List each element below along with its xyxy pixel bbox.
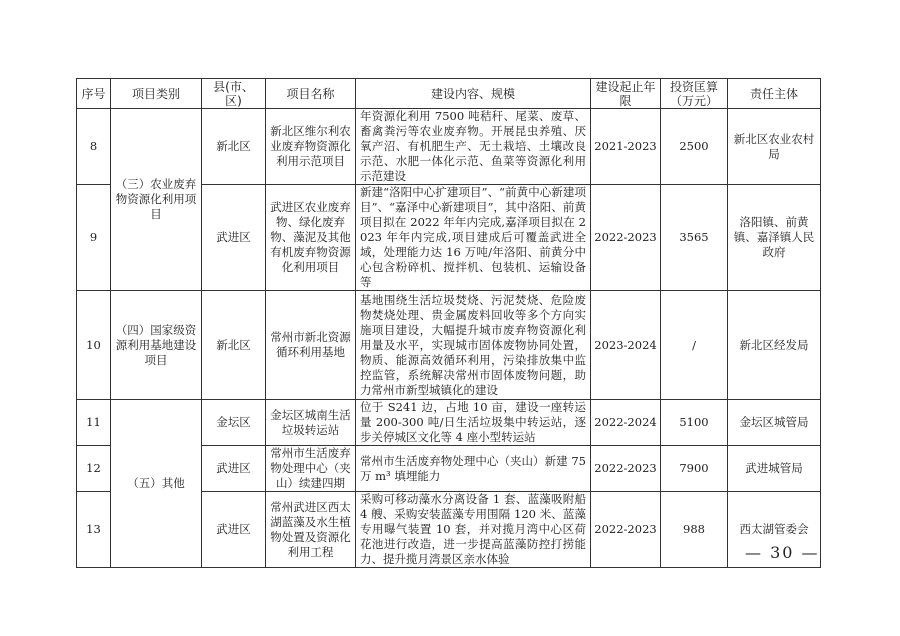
header-county: 县(市、区): [202, 79, 266, 109]
cell-budget: 2500: [661, 109, 728, 185]
cell-content: 基地围绕生活垃圾焚烧、污泥焚烧、危险废物焚烧处理、贵金属废料回收等多个方向实施项目建设，大幅提升城市废弃物资源化利用量及水平，实现城市固体废物协同处置，物质、能源高效循环利用，污染排放集中监控监管，系统解决常州市固体废物问题，助力常州市新型城镇化的建设: [356, 291, 591, 400]
cell-seq: 8: [77, 109, 111, 185]
cell-years: 2022-2023: [591, 185, 661, 291]
cell-county: 新北区: [202, 109, 266, 185]
cell-seq: 12: [77, 446, 111, 492]
cell-owner: 洛阳镇、前黄镇、嘉泽镇人民政府: [728, 185, 821, 291]
cell-county: 武进区: [202, 446, 266, 492]
cell-project-name: 常州市新北资源循环利用基地: [266, 291, 356, 400]
cell-category: （四）国家级资源利用基地建设项目: [111, 291, 202, 400]
cell-years: 2022-2024: [591, 400, 661, 446]
cell-project-name: 武进区农业废弃物、绿化废弃物、藻泥及其他有机废弃物资源化利用项目: [266, 185, 356, 291]
cell-content: 位于 S241 边，占地 10 亩，建设一座转运量 200-300 吨/日生活垃圾集中转运站，逐步关停城区文化等 4 座小型转运站: [356, 400, 591, 446]
cell-budget: 988: [661, 492, 728, 568]
cell-years: 2022-2023: [591, 446, 661, 492]
cell-years: 2022-2023: [591, 492, 661, 568]
cell-county: 武进区: [202, 185, 266, 291]
cell-content: 采购可移动藻水分离设备 1 套、蓝藻吸附船 4 艘、采购安装蓝藻专用围隔 120 米、蓝藻专用曝气装置 10 套，并对揽月湾中心区荷花池进行改造，进一步提高蓝藻防控打捞能力、提升揽月湾景区亲水体验: [356, 492, 591, 568]
cell-seq: 13: [77, 492, 111, 568]
table-header-row: [77, 79, 821, 109]
cell-content: 年资源化利用 7500 吨秸秆、尾菜、废草、畜禽粪污等农业废弃物。开展昆虫养殖、厌氧产沼、有机肥生产、无土栽培、土壤改良示范、水肥一体化示范、鱼菜等资源化利用示范建设: [356, 109, 591, 185]
cell-seq: 10: [77, 291, 111, 400]
table-row: [77, 400, 821, 446]
cell-project-name: 金坛区城南生活垃圾转运站: [266, 400, 356, 446]
cell-seq: 11: [77, 400, 111, 446]
header-years: 建设起止年限: [591, 79, 661, 109]
cell-budget: /: [661, 291, 728, 400]
cell-budget: 5100: [661, 400, 728, 446]
header-category: 项目类别: [111, 79, 202, 109]
cell-county: 金坛区: [202, 400, 266, 446]
cell-budget: 7900: [661, 446, 728, 492]
cell-category: （五）其他: [111, 400, 202, 568]
header-name: 项目名称: [266, 79, 356, 109]
header-seq: 序号: [77, 79, 111, 109]
cell-budget: 3565: [661, 185, 728, 291]
cell-owner: 武进城管局: [728, 446, 821, 492]
cell-content: 新建“洛阳中心扩建项目”、“前黄中心新建项目”、“嘉泽中心新建项目”，其中洛阳、前黄项目拟在 2022 年年内完成,嘉泽项目拟在 2023 年年内完成,项目建成后可覆盖武进全域，处理能力达 16 万吨/年洛阳、前黄分中心包含粉碎机、搅拌机、包装机、运输设备等: [356, 185, 591, 291]
cell-years: 2023-2024: [591, 291, 661, 400]
cell-owner: 新北区经发局: [728, 291, 821, 400]
cell-owner: 西太湖管委会: [728, 492, 821, 568]
cell-county: 武进区: [202, 492, 266, 568]
cell-owner: 金坛区城管局: [728, 400, 821, 446]
header-budget: 投资匡算（万元）: [661, 79, 728, 109]
cell-seq: 9: [77, 185, 111, 291]
page-number: — 30 —: [745, 543, 820, 562]
cell-category: （三）农业废弃物资源化利用项目: [111, 109, 202, 291]
cell-years: 2021-2023: [591, 109, 661, 185]
project-table: [76, 78, 821, 568]
cell-project-name: 常州市生活废弃物处理中心（夹山）续建四期: [266, 446, 356, 492]
cell-project-name: 新北区维尔利农业废弃物资源化利用示范项目: [266, 109, 356, 185]
cell-content: 常州市生活废弃物处理中心（夹山）新建 75 万 m³ 填埋能力: [356, 446, 591, 492]
table-row: [77, 109, 821, 185]
cell-county: 新北区: [202, 291, 266, 400]
cell-owner: 新北区农业农村局: [728, 109, 821, 185]
table-row: [77, 291, 821, 400]
header-content: 建设内容、规模: [356, 79, 591, 109]
header-owner: 责任主体: [728, 79, 821, 109]
cell-project-name: 常州武进区西太湖蓝藻及水生植物处置及资源化利用工程: [266, 492, 356, 568]
